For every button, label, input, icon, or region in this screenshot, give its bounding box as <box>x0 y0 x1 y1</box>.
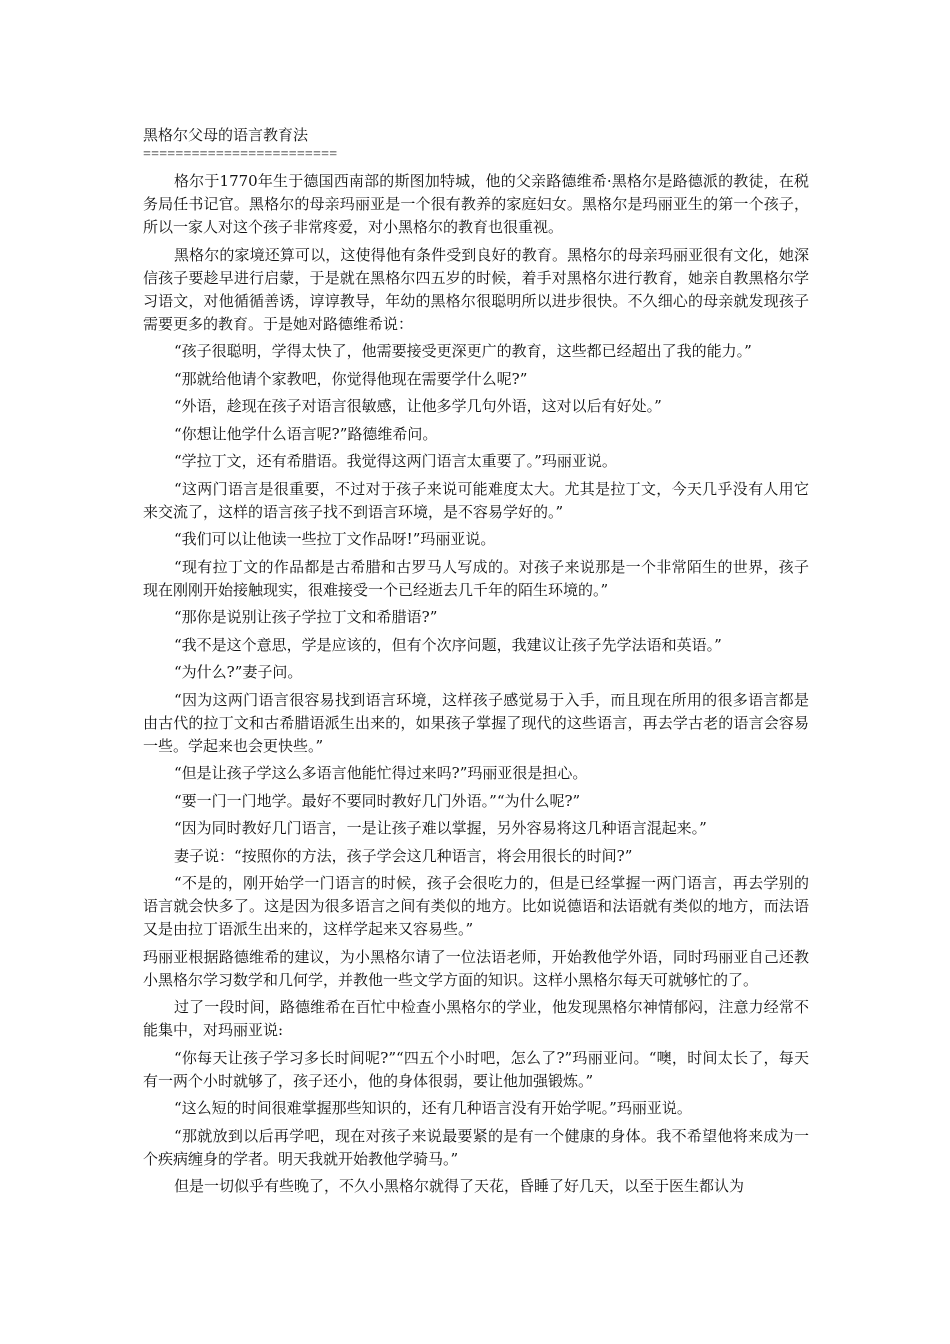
paragraph: “你想让他学什么语言呢?”路德维希问。 <box>174 424 438 443</box>
paragraph: “那就给他请个家教吧，你觉得他现在需要学什么呢?” <box>174 369 528 388</box>
title-underline-rule: ======================== <box>143 147 338 162</box>
paragraph: “外语，趁现在孩子对语言很敏感，让他多学几句外语，这对以后有好处。” <box>174 397 662 415</box>
paragraph: “我们可以让他读一些拉丁文作品呀!”玛丽亚说。 <box>174 530 496 548</box>
paragraph: “学拉丁文，还有希腊语。我觉得这两门语言太重要了。”玛丽亚说。 <box>174 452 617 470</box>
paragraph: 玛丽亚根据路德维希的建议，为小黑格尔请了一位法语老师，开始教他学外语，同时玛丽亚自己还教小黑格尔学习数学和几何学，并教他一些文学方面的知识。这样小黑格尔每天可就够忙的了。 <box>143 947 809 989</box>
paragraph: “但是让孩子学这么多语言他能忙得过来吗?”玛丽亚很是担心。 <box>174 764 588 782</box>
paragraph: 妻子说：“按照你的方法，孩子学会这几种语言，将会用很长的时间?” <box>174 846 633 865</box>
paragraph: 但是一切似乎有些晚了，不久小黑格尔就得了天花，昏睡了好几天，以至于医生都认为 <box>174 1177 745 1195</box>
paragraph: “这两门语言是很重要，不过对于孩子来说可能难度太大。尤其是拉丁文，今天几乎没有人用它来交流了，这样的语言孩子找不到语言环境，是不容易学好的。” <box>143 479 809 521</box>
paragraph: “现有拉丁文的作品都是古希腊和古罗马人写成的。对孩子来说那是一个非常陌生的世界，孩子现在刚刚开始接触现实，很难接受一个已经逝去几千年的陌生环境的。” <box>143 557 809 599</box>
paragraph: “要一门一门地学。最好不要同时教好几门外语。”“为什么呢?” <box>174 791 581 810</box>
document-body <box>143 170 809 1198</box>
paragraph: “那你是说别让孩子学拉丁文和希腊语?” <box>174 608 438 626</box>
paragraph: “我不是这个意思，学是应该的，但有个次序问题，我建议让孩子先学法语和英语。” <box>174 635 722 654</box>
paragraph: “那就放到以后再学吧，现在对孩子来说最要紧的是有一个健康的身体。我不希望他将来成为一个疾病缠身的学者。明天我就开始教他学骑马。” <box>143 1126 809 1168</box>
document-title: 黑格尔父母的语言教育法 <box>143 126 309 144</box>
paragraph: 过了一段时间，路德维希在百忙中检查小黑格尔的学业，他发现黑格尔神情郁闷，注意力经常不能集中，对玛丽亚说: <box>143 998 809 1039</box>
paragraph: “为什么?”妻子问。 <box>174 663 303 681</box>
paragraph: “孩子很聪明，学得太快了，他需要接受更深更广的教育，这些都已经超出了我的能力。” <box>174 342 752 360</box>
document-page <box>143 124 809 1203</box>
paragraph: “你每天让孩子学习多长时间呢?”“四五个小时吧，怎么了?”玛丽亚问。“噢，时间太长了，每天有一两个小时就够了，孩子还小，他的身体很弱，要让他加强锻炼。” <box>143 1048 809 1090</box>
paragraph: 格尔于1770年生于德国西南部的斯图加特城，他的父亲路德维希·黑格尔是路德派的教徒，在税务局任书记官。黑格尔的母亲玛丽亚是一个很有教养的家庭妇女。黑格尔是玛丽亚生的第一个孩子，所以一家人对这个孩子非常疼爱，对小黑格尔的教育也很重视。 <box>143 172 809 236</box>
paragraph: “因为同时教好几门语言，一是让孩子难以掌握，另外容易将这几种语言混起来。” <box>174 819 707 837</box>
paragraph: “不是的，刚开始学一门语言的时候，孩子会很吃力的，但是已经掌握一两门语言，再去学别的语言就会快多了。这是因为很多语言之间有类似的地方。比如说德语和法语就有类似的地方，而法语又是由拉丁语派生出来的，这样学起来又容易些。” <box>143 874 809 938</box>
paragraph: “这么短的时间很难掌握那些知识的，还有几种语言没有开始学呢。”玛丽亚说。 <box>174 1099 692 1117</box>
paragraph: 黑格尔的家境还算可以，这使得他有条件受到良好的教育。黑格尔的母亲玛丽亚很有文化，她深信孩子要趁早进行启蒙，于是就在黑格尔四五岁的时候，着手对黑格尔进行教育，她亲自教黑格尔学习语文，对他循循善诱，谆谆教导，年幼的黑格尔很聪明所以进步很快。不久细心的母亲就发现孩子需要更多的教育。于是她对路德维希说： <box>143 245 809 333</box>
paragraph: “因为这两门语言很容易找到语言环境，这样孩子感觉易于入手，而且现在所用的很多语言都是由古代的拉丁文和古希腊语派生出来的，如果孩子掌握了现代的这些语言，再去学古老的语言会容易一些。学起来也会更快些。” <box>143 690 809 755</box>
